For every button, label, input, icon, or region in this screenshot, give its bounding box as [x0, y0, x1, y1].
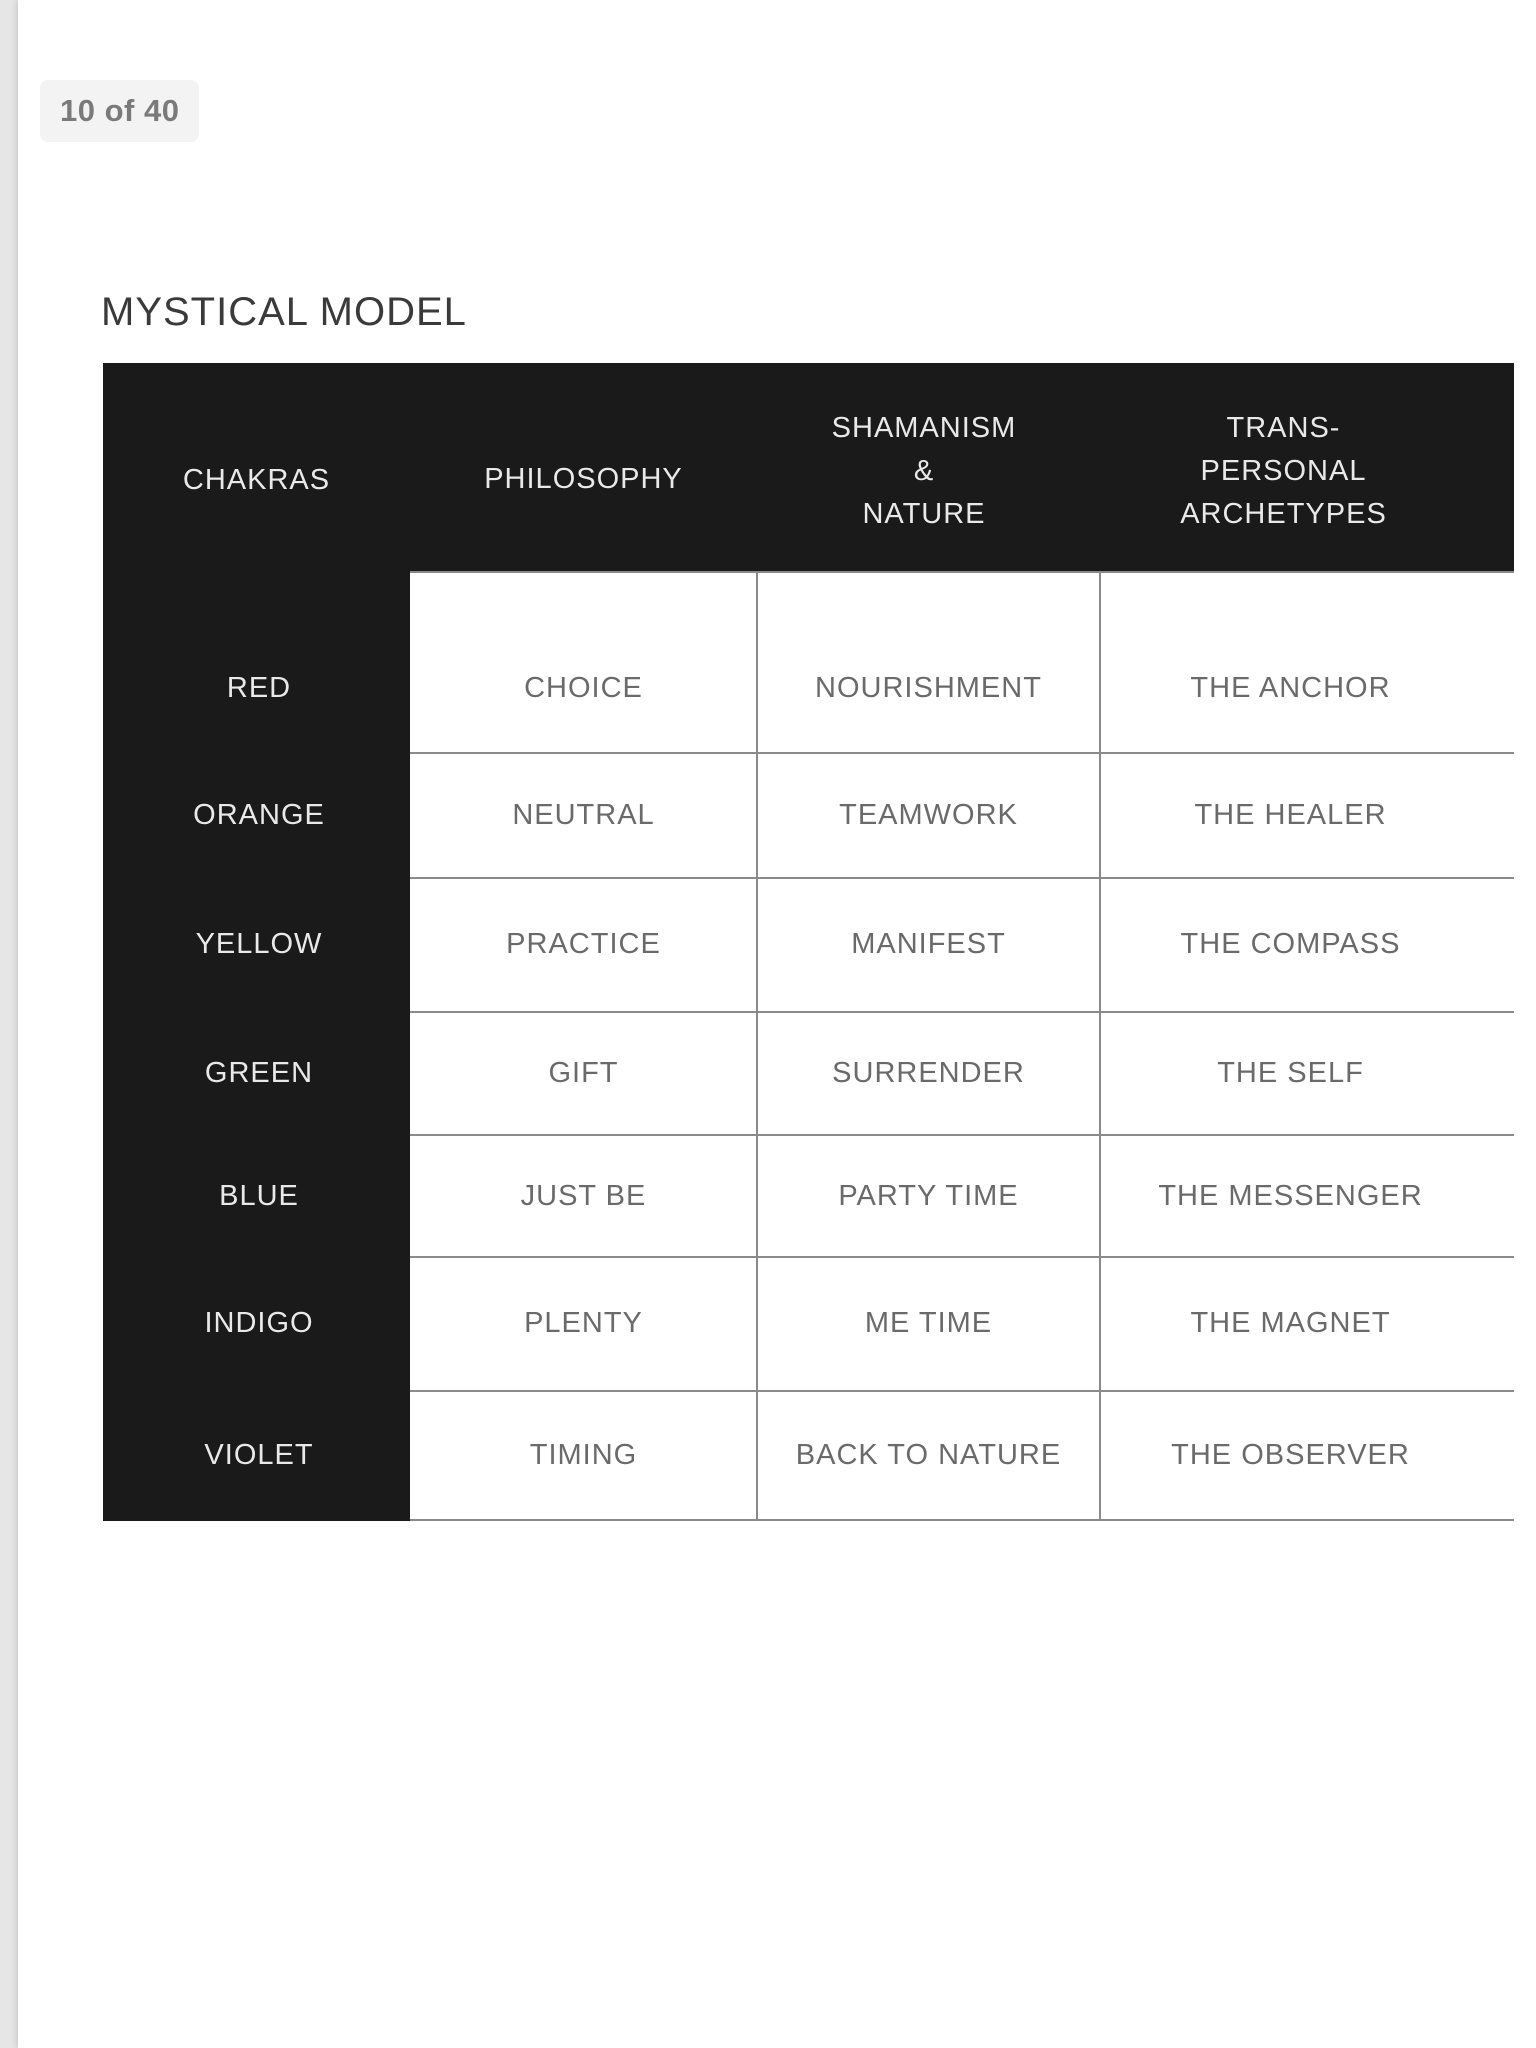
table-cell: PLENTY [524, 1307, 643, 1339]
page-title: MYSTICAL MODEL [101, 290, 467, 334]
chakra-indigo: INDIGO [204, 1307, 314, 1339]
table-cell: THE ANCHOR [1190, 671, 1391, 704]
table-cell: BACK TO NATURE [795, 1438, 1062, 1471]
chakra-red: RED [226, 671, 292, 704]
table-cell: THE SELF [1217, 1056, 1364, 1089]
chakra-orange: ORANGE [193, 798, 325, 831]
table-cell: GIFT [548, 1056, 619, 1089]
table-cell: NOURISHMENT [815, 671, 1042, 704]
table-cell: THE HEALER [1194, 798, 1387, 831]
table-cell: SURRENDER [832, 1056, 1025, 1089]
table-cell: PARTY TIME [838, 1179, 1019, 1212]
table-cell: NEUTRAL [512, 798, 655, 831]
table-cell: ME TIME [864, 1307, 993, 1339]
chakra-green: GREEN [204, 1056, 314, 1089]
grid-line [410, 1519, 1514, 1521]
table-cell: THE OBSERVER [1171, 1438, 1410, 1471]
table-cell: PRACTICE [506, 928, 661, 960]
chakra-yellow: YELLOW [195, 928, 323, 960]
table-cell: JUST BE [520, 1179, 647, 1212]
chakra-blue: BLUE [219, 1179, 299, 1212]
chakra-violet: VIOLET [204, 1438, 314, 1471]
header-transpersonal-archetypes: TRANS- PERSONAL ARCHETYPES [1180, 412, 1387, 530]
table-cell: TIMING [529, 1438, 638, 1471]
grid-line [410, 571, 1514, 573]
header-chakras: CHAKRAS [182, 464, 331, 496]
header-shamanism-nature: SHAMANISM & NATURE [831, 412, 1017, 530]
header-philosophy: PHILOSOPHY [484, 462, 683, 495]
page-indicator: 10 of 40 [40, 80, 199, 142]
table-cell: TEAMWORK [839, 798, 1018, 831]
table-cell: THE MAGNET [1190, 1307, 1391, 1339]
table-cell: MANIFEST [851, 928, 1006, 960]
table-cell: THE MESSENGER [1158, 1179, 1423, 1212]
table-cell: THE COMPASS [1180, 928, 1401, 960]
table-cell: CHOICE [524, 671, 643, 704]
